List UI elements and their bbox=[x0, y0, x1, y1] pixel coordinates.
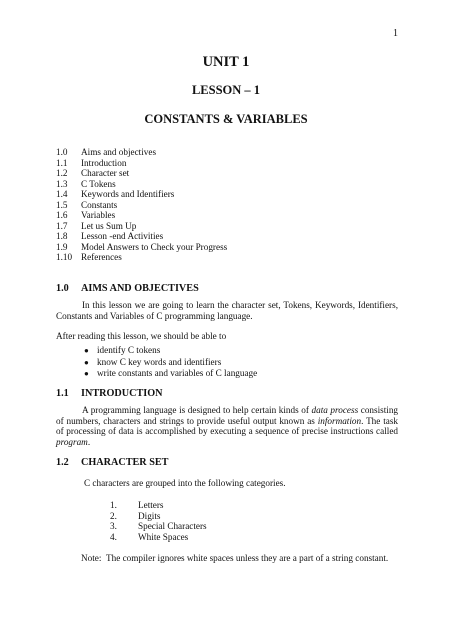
toc-item bbox=[56, 189, 227, 200]
section-heading-aims bbox=[56, 283, 199, 294]
bullet-text: identify C tokens bbox=[97, 345, 161, 355]
unit-title: UNIT 1 bbox=[202, 54, 250, 70]
character-set-paragraph: C characters are grouped into the following categories. bbox=[84, 478, 286, 488]
toc-label: Introduction bbox=[81, 157, 127, 168]
toc-item bbox=[56, 147, 227, 158]
section-heading-introduction bbox=[56, 388, 163, 399]
bullet-icon: ● bbox=[84, 369, 89, 378]
toc-item bbox=[56, 200, 227, 211]
toc-label: Lesson -end Activities bbox=[81, 231, 164, 242]
toc-number: 1.8 bbox=[56, 231, 68, 242]
bullet-text: know C key words and identifiers bbox=[97, 356, 222, 367]
note-label: Note: bbox=[81, 553, 102, 563]
list-item bbox=[84, 357, 257, 369]
section-title: CHARACTER SET bbox=[81, 457, 169, 468]
toc-number: 1.4 bbox=[56, 189, 68, 200]
bullet-icon: ● bbox=[84, 346, 89, 355]
toc-label: Model Answers to Check your Progress bbox=[81, 241, 228, 252]
intro-emphasis: program bbox=[56, 437, 88, 448]
toc-item bbox=[56, 252, 227, 263]
list-item bbox=[110, 511, 207, 522]
toc-item bbox=[56, 221, 227, 232]
toc-item bbox=[56, 210, 227, 221]
toc-number: 1.6 bbox=[56, 210, 68, 221]
list-label: Letters bbox=[138, 500, 164, 510]
toc-item bbox=[56, 158, 227, 169]
section-number: 1.1 bbox=[56, 388, 69, 399]
list-number: 1. bbox=[110, 500, 117, 510]
lesson-subtitle: CONSTANTS & VARIABLES bbox=[144, 112, 308, 126]
objectives-list bbox=[84, 345, 257, 380]
list-label: Digits bbox=[138, 510, 161, 521]
toc-item bbox=[56, 231, 227, 242]
aims-paragraph bbox=[56, 300, 398, 321]
toc-number: 1.2 bbox=[56, 168, 68, 179]
toc-label: Keywords and Identifiers bbox=[81, 189, 175, 200]
toc-number: 1.0 bbox=[56, 147, 68, 157]
list-label: Special Characters bbox=[138, 521, 207, 531]
toc-label: Variables bbox=[81, 210, 116, 221]
toc-item bbox=[56, 179, 227, 190]
section-title: AIMS AND OBJECTIVES bbox=[81, 283, 199, 294]
list-label: White Spaces bbox=[138, 531, 189, 542]
toc-number: 1.9 bbox=[56, 241, 68, 252]
toc-label: Constants bbox=[81, 199, 118, 210]
toc-label: References bbox=[81, 252, 122, 263]
bullet-text: write constants and variables of C language bbox=[97, 368, 258, 378]
toc-label: C Tokens bbox=[81, 178, 116, 189]
toc-number: 1.10 bbox=[56, 252, 73, 263]
intro-emphasis: data process bbox=[311, 405, 359, 415]
toc-item bbox=[56, 168, 227, 179]
toc-number: 1.3 bbox=[56, 178, 68, 189]
intro-emphasis: information bbox=[317, 415, 362, 426]
section-number: 1.0 bbox=[56, 283, 69, 294]
aims-lead-in: After reading this lesson, we should be able to bbox=[56, 331, 227, 341]
intro-text: . The task of processing of data is accomplished by executing a sequence of precise instructions called bbox=[56, 415, 398, 437]
character-categories-list bbox=[110, 500, 207, 542]
lesson-title: LESSON – 1 bbox=[191, 83, 261, 97]
section-number: 1.2 bbox=[56, 457, 69, 468]
page-number: 1 bbox=[393, 28, 398, 39]
list-item bbox=[84, 368, 257, 380]
toc-label: Character set bbox=[81, 168, 130, 179]
compiler-note bbox=[81, 553, 388, 563]
bullet-icon: ● bbox=[84, 357, 89, 367]
section-heading-character-set bbox=[56, 457, 168, 468]
intro-text: . bbox=[87, 437, 91, 448]
toc-label: Aims and objectives bbox=[81, 147, 157, 157]
list-item bbox=[110, 500, 207, 511]
list-number: 2. bbox=[110, 510, 117, 521]
list-item bbox=[110, 521, 207, 532]
toc-number: 1.1 bbox=[56, 157, 68, 168]
list-item bbox=[110, 532, 207, 543]
table-of-contents bbox=[56, 147, 227, 263]
list-number: 3. bbox=[110, 521, 117, 531]
section-title: INTRODUCTION bbox=[81, 388, 163, 399]
intro-text: consisting of numbers, characters and strings to provide useful output known as bbox=[56, 405, 399, 426]
introduction-paragraph bbox=[56, 405, 398, 448]
list-item bbox=[84, 345, 257, 357]
toc-number: 1.7 bbox=[56, 220, 68, 231]
intro-text: A programming language is designed to help certain kinds of bbox=[82, 405, 312, 415]
toc-item bbox=[56, 242, 227, 253]
toc-label: Let us Sum Up bbox=[81, 220, 137, 231]
aims-paragraph-text: In this lesson we are going to learn the character set, Tokens, Keywords, Identifiers, Constants and Variables of C programming language. bbox=[56, 300, 398, 321]
toc-number: 1.5 bbox=[56, 199, 68, 210]
list-number: 4. bbox=[110, 531, 117, 542]
note-text: The compiler ignores white spaces unless they are a part of a string constant. bbox=[106, 553, 389, 563]
